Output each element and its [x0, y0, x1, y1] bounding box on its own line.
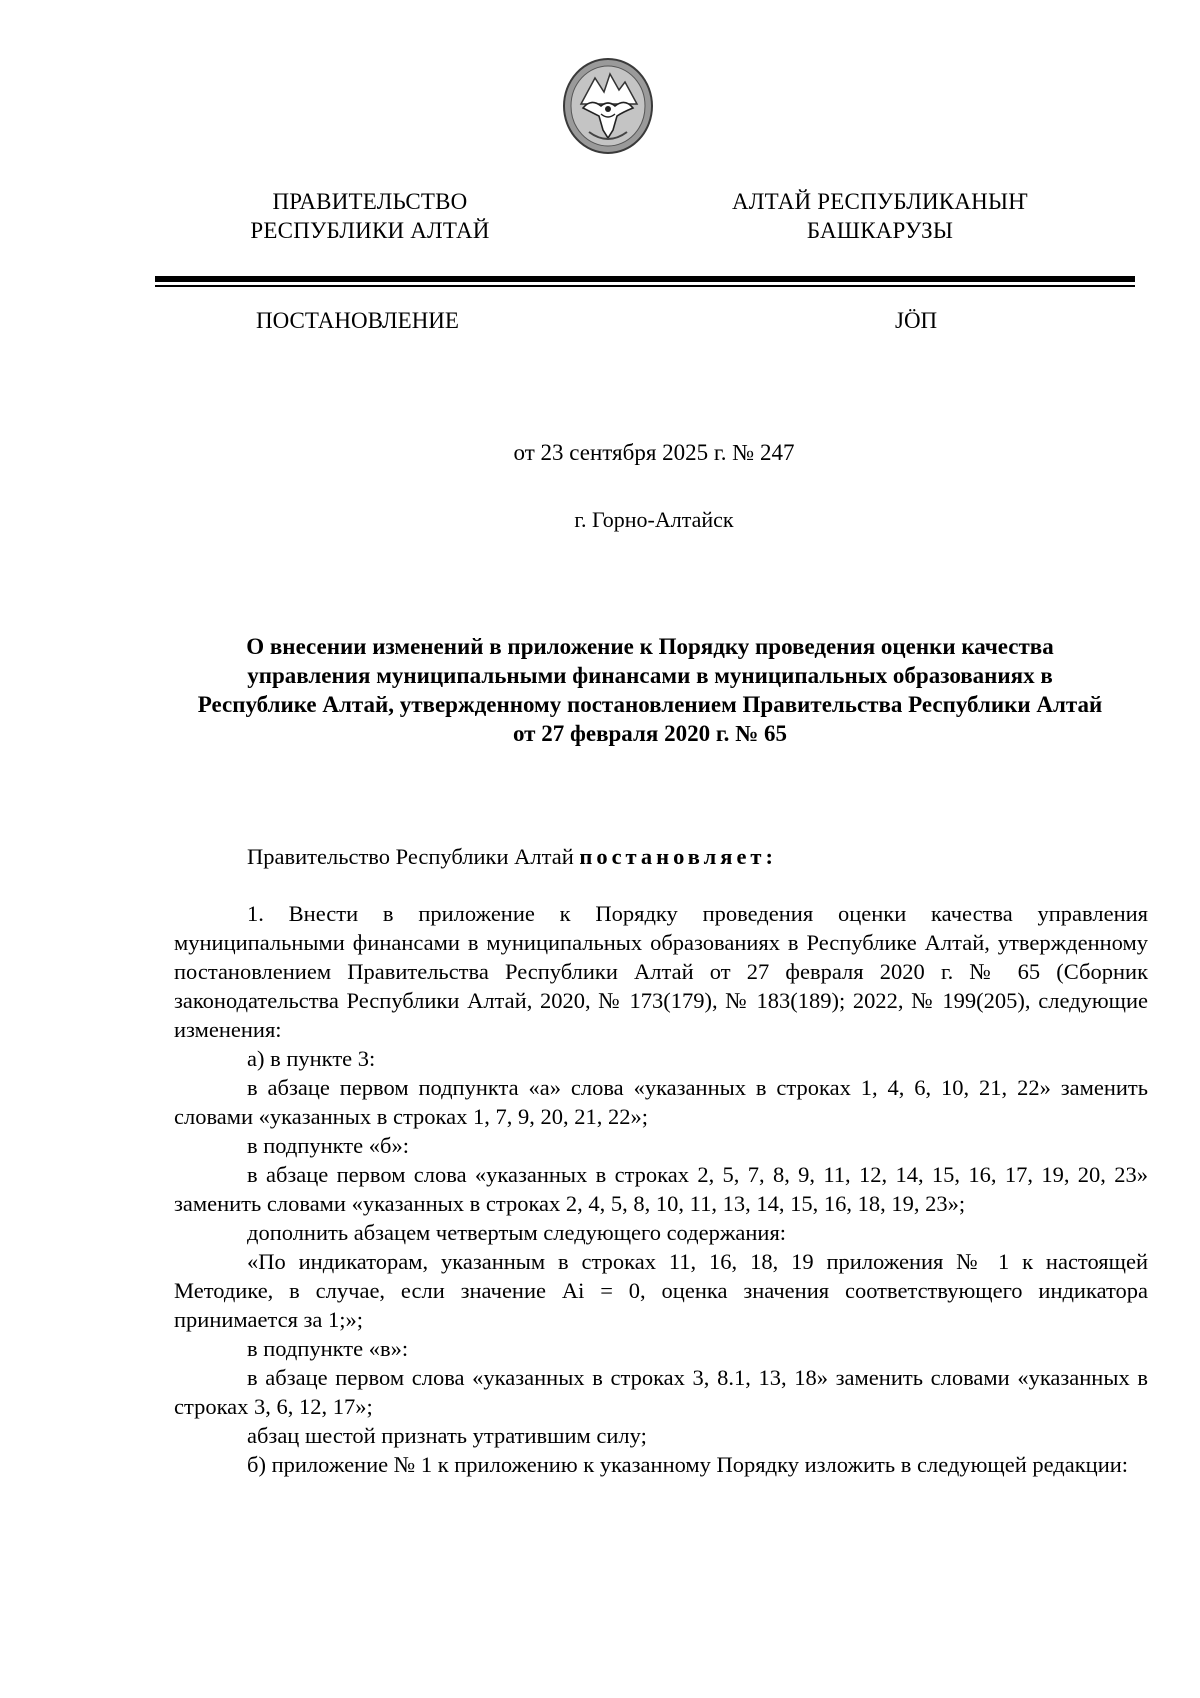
paragraph: «По индикаторам, указанным в строках 11, 16, 18, 19 приложения № 1 к настоящей Методике, в случае, если значение Ai = 0, оценка значения соответствующего индикатора принимается за 1;»; [174, 1249, 1148, 1332]
doc-type-alt: JӦП [895, 308, 938, 333]
document-city: г. Горно-Алтайск [574, 507, 734, 532]
header-left-line2: РЕСПУБЛИКИ АЛТАЙ [250, 218, 490, 243]
paragraph: а) в пункте 3: [247, 1046, 376, 1071]
paragraph: дополнить абзацем четвертым следующего содержания: [247, 1220, 787, 1245]
header-left-line1: ПРАВИТЕЛЬСТВО [272, 189, 468, 214]
paragraph: в подпункте «б»: [247, 1133, 409, 1158]
republic-altai-emblem [561, 56, 655, 156]
paragraph: 1. Внести в приложение к Порядку проведения оценки качества управления муниципальными финансами в муниципальных образованиях в Республике Алтай, утвержденному постановлением Правительства Республики Алтай от 27 февраля 2020 г. № 65 (Сборник законодательства Республики Алтай, 2020, № 173(179), № 183(189); 2022, № 199(205), следующие изменения: [174, 901, 1148, 1042]
header-divider-thin [155, 285, 1135, 287]
paragraph: в подпункте «в»: [247, 1336, 409, 1361]
paragraph: б) приложение № 1 к приложению к указанному Порядку изложить в следующей редакции: [247, 1452, 1129, 1477]
document-date-number: от 23 сентября 2025 г. № 247 [513, 440, 795, 465]
preamble-emphasis: постановляет: [579, 844, 777, 869]
doc-type-ru: ПОСТАНОВЛЕНИЕ [256, 308, 459, 333]
header-left [190, 187, 550, 245]
document-title [150, 632, 1150, 748]
header-divider-thick [155, 276, 1135, 282]
title-line: управления муниципальными финансами в муниципальных образованиях в [247, 663, 1053, 688]
title-line: Республике Алтай, утвержденному постановлением Правительства Республики Алтай [197, 692, 1103, 717]
header-right-line2: БАШКАРУЗЫ [806, 218, 954, 243]
preamble-text: Правительство Республики Алтай [247, 844, 580, 869]
paragraph: абзац шестой признать утратившим силу; [247, 1423, 647, 1448]
title-line: О внесении изменений в приложение к Порядку проведения оценки качества [246, 634, 1054, 659]
document-body [174, 842, 1148, 1479]
preamble [174, 842, 1148, 871]
paragraph: в абзаце первом слова «указанных в строках 3, 8.1, 13, 18» заменить словами «указанных в строках 3, 6, 12, 17»; [174, 1365, 1148, 1419]
paragraph: в абзаце первом слова «указанных в строках 2, 5, 7, 8, 9, 11, 12, 14, 15, 16, 17, 19, 20, 23» заменить словами «указанных в строках 2, 4, 5, 8, 10, 11, 13, 14, 15, 16, 18, 19, 23»; [174, 1162, 1148, 1216]
header-right [710, 187, 1050, 245]
header-right-line1: АЛТАЙ РЕСПУБЛИКАНЫҤ [732, 189, 1028, 214]
paragraph: в абзаце первом подпункта «а» слова «указанных в строках 1, 4, 6, 10, 21, 22» заменить словами «указанных в строках 1, 7, 9, 20, 21, 22»; [174, 1075, 1148, 1129]
title-line: от 27 февраля 2020 г. № 65 [512, 721, 788, 746]
